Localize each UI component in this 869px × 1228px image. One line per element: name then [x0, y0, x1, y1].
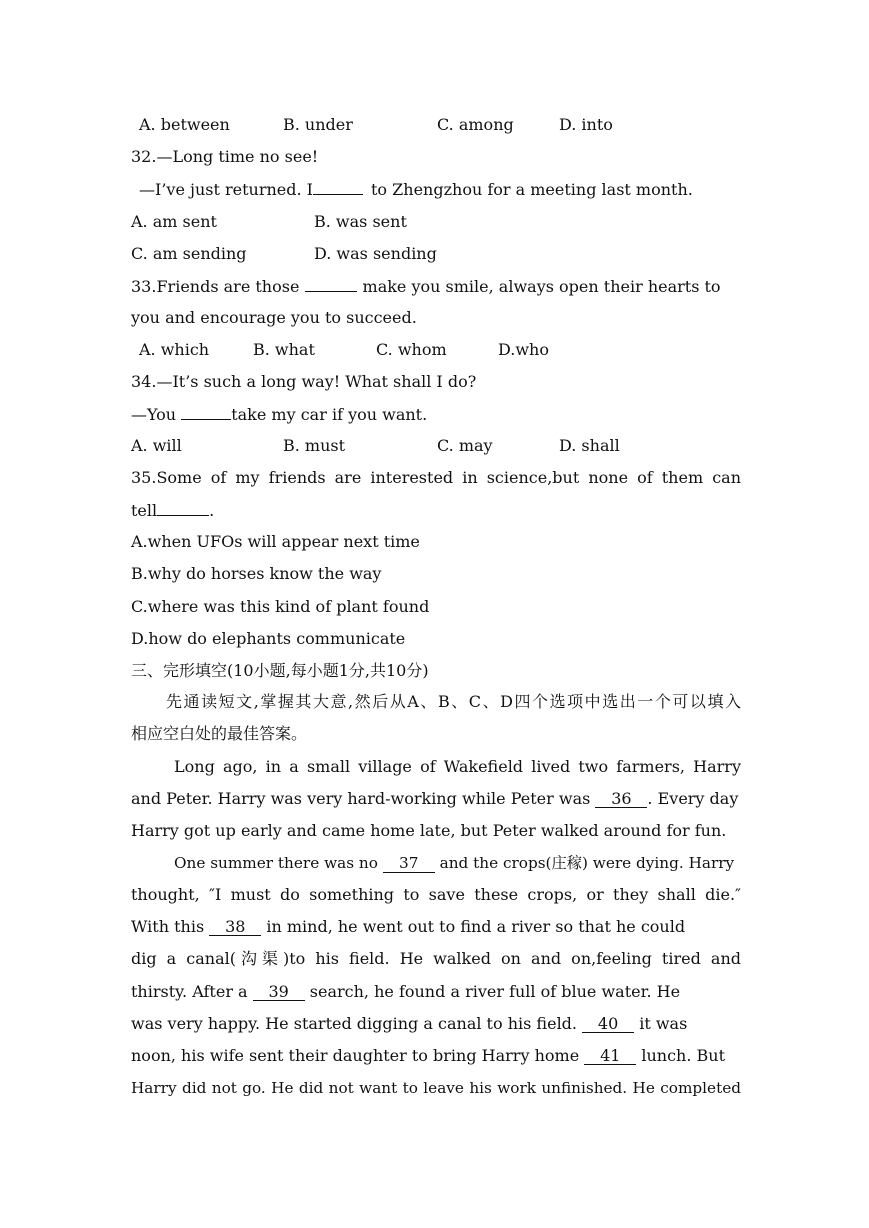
q32-question: 32.—Long time no see!	[131, 147, 319, 166]
passage-p2-line6	[131, 1014, 741, 1034]
passage-p1-line2	[131, 789, 741, 809]
answer-blank	[305, 276, 357, 292]
q32-line2-end: to Zhengzhou for a meeting last month.	[371, 180, 693, 199]
passage-p2-line4: dig a canal(沟渠)to his field. He walked on and on,feeling tired and	[131, 949, 741, 968]
q34-line2-end: take my car if you want.	[231, 405, 428, 424]
q31-option-a: A. between	[139, 115, 230, 134]
q33-option-d: D.who	[498, 340, 549, 359]
passage-p2-line2: thought, ″I must do something to save these crops, or they shall die.″	[131, 885, 741, 904]
numbered-blank-38: 38	[209, 918, 261, 936]
passage-text: and the crops(庄稼) were dying. Harry	[439, 854, 735, 872]
q34-option-b: B. must	[283, 436, 346, 455]
q32-option-a: A. am sent	[131, 212, 217, 231]
passage-text: search, he found a river full of blue water. He	[309, 982, 681, 1001]
passage-p2-line7	[131, 1046, 741, 1066]
passage-p2-line8: Harry did not go. He did not want to leave his work unfinished. He completed	[131, 1079, 741, 1097]
numbered-blank-36: 36	[595, 790, 647, 808]
numbered-blank-41: 41	[584, 1047, 636, 1065]
q33-line1-end: make you smile, always open their hearts to	[362, 277, 721, 296]
passage-p2-line1	[174, 853, 741, 873]
q34-option-c: C. may	[437, 436, 493, 455]
q35-option-a: A.when UFOs will appear next time	[131, 532, 420, 551]
q35-line2-start: tell	[131, 501, 158, 520]
passage-p1-line3: Harry got up early and came home late, but Peter walked around for fun.	[131, 821, 727, 840]
q33-line2: you and encourage you to succeed.	[131, 308, 417, 327]
q31-option-b: B. under	[283, 115, 353, 134]
answer-blank	[313, 179, 363, 195]
passage-text: in mind, he went out to find a river so that he could	[266, 917, 686, 936]
q32-option-c: C. am sending	[131, 244, 247, 263]
passage-text: lunch. But	[641, 1046, 725, 1065]
section-instruction-line1: 先通读短文,掌握其大意,然后从A、B、C、D四个选项中选出一个可以填入	[166, 692, 741, 711]
q34-line2	[131, 404, 741, 424]
q34-option-d: D. shall	[559, 436, 620, 455]
passage-text: and Peter. Harry was very hard-working while Peter was	[131, 789, 591, 808]
q34-option-a: A. will	[131, 436, 182, 455]
passage-text: thirsty. After a	[131, 982, 248, 1001]
q35-line2-end: .	[209, 501, 215, 520]
passage-p2-line3	[131, 917, 741, 937]
q35-question: 35.Some of my friends are interested in science,but none of them can	[131, 468, 741, 487]
passage-text: it was	[639, 1014, 688, 1033]
q32-line2	[139, 179, 749, 199]
q33-option-a: A. which	[139, 340, 210, 359]
passage-p2-line5	[131, 982, 741, 1002]
q32-option-b: B. was sent	[314, 212, 407, 231]
q31-option-d: D. into	[559, 115, 613, 134]
passage-p1-line1: Long ago, in a small village of Wakefield lived two farmers, Harry	[174, 757, 741, 776]
section-heading: 三、完形填空(10小题,每小题1分,共10分)	[131, 661, 429, 680]
passage-text: With this	[131, 917, 205, 936]
numbered-blank-39: 39	[253, 983, 305, 1001]
numbered-blank-37: 37	[383, 855, 435, 873]
q32-option-d: D. was sending	[314, 244, 437, 263]
q34-line2-start: —You	[131, 405, 177, 424]
q35-option-c: C.where was this kind of plant found	[131, 597, 430, 616]
numbered-blank-40: 40	[582, 1015, 634, 1033]
section-instruction-line2: 相应空白处的最佳答案。	[131, 724, 308, 743]
q31-option-c: C. among	[437, 115, 514, 134]
q32-line2-start: —I’ve just returned. I	[139, 180, 313, 199]
q33-line1	[131, 276, 741, 296]
answer-blank	[157, 500, 209, 516]
q34-question: 34.—It’s such a long way! What shall I do?	[131, 372, 477, 391]
q35-line2	[131, 500, 741, 520]
q33-line1-start: 33.Friends are those	[131, 277, 300, 296]
q33-option-c: C. whom	[376, 340, 447, 359]
passage-text: One summer there was no	[174, 854, 378, 872]
passage-text: . Every day	[647, 789, 739, 808]
answer-blank	[181, 404, 231, 420]
q35-option-d: D.how do elephants communicate	[131, 629, 406, 648]
passage-text: was very happy. He started digging a canal to his field.	[131, 1014, 578, 1033]
passage-text: noon, his wife sent their daughter to bring Harry home	[131, 1046, 580, 1065]
q33-option-b: B. what	[253, 340, 315, 359]
q35-option-b: B.why do horses know the way	[131, 564, 382, 583]
